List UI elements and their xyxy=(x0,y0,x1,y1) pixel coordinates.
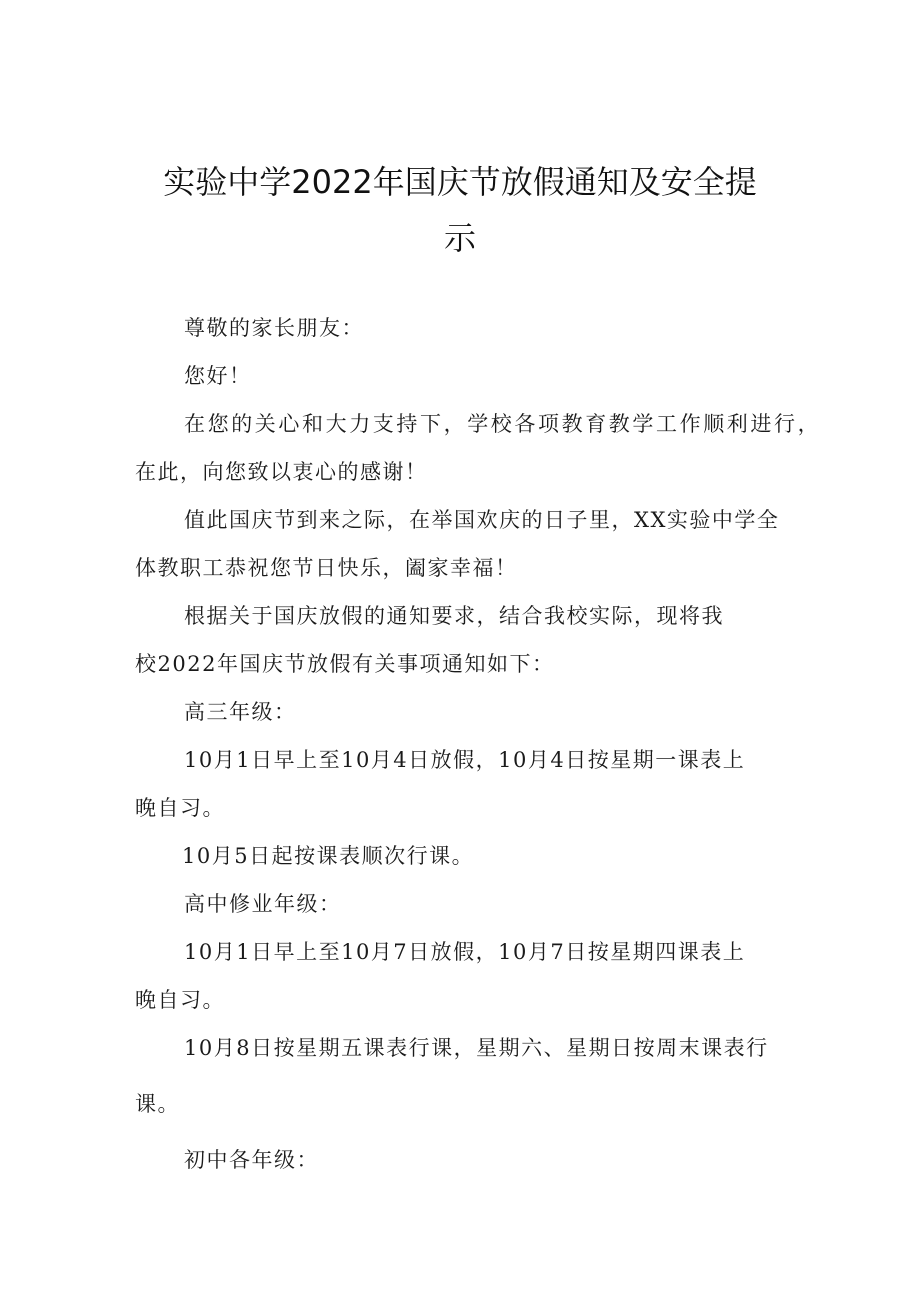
document-title-line-1: 实验中学2022年国庆节放假通知及安全提 xyxy=(163,163,757,201)
paragraph-notice-line-1: 根据关于国庆放假的通知要求，结合我校实际，现将我 xyxy=(184,604,724,628)
senior-other-resume-line-1: 10月8日按星期五课表行课，星期六、星期日按周末课表行 xyxy=(184,1036,769,1060)
senior-three-resume-classes: 10月5日起按课表顺次行课。 xyxy=(182,844,475,868)
senior-other-resume-line-2: 课。 xyxy=(135,1092,180,1116)
salutation: 尊敬的家长朋友： xyxy=(184,316,364,340)
senior-three-schedule-line-2: 晚自习。 xyxy=(135,796,225,820)
section-heading-senior-three: 高三年级： xyxy=(184,700,297,724)
paragraph-thanks-line-2: 在此，向您致以衷心的感谢！ xyxy=(135,460,428,484)
paragraph-thanks-line-1: 在您的关心和大力支持下，学校各项教育教学工作顺利进行， xyxy=(184,412,822,436)
senior-three-schedule-line-1: 10月1日早上至10月4日放假，10月4日按星期一课表上 xyxy=(184,748,746,772)
senior-other-schedule-line-2: 晚自习。 xyxy=(135,988,225,1012)
paragraph-greetings-line-1: 值此国庆节到来之际，在举国欢庆的日子里，XX实验中学全 xyxy=(184,508,780,532)
document-title-line-2: 示 xyxy=(443,219,476,257)
senior-other-schedule-line-1: 10月1日早上至10月7日放假，10月7日按星期四课表上 xyxy=(184,940,746,964)
section-heading-senior-other: 高中修业年级： xyxy=(184,892,342,916)
paragraph-notice-line-2: 校2022年国庆节放假有关事项通知如下： xyxy=(135,652,555,676)
section-heading-junior: 初中各年级： xyxy=(184,1148,319,1172)
greeting: 您好！ xyxy=(184,364,252,388)
paragraph-greetings-line-2: 体教职工恭祝您节日快乐，阖家幸福！ xyxy=(135,556,518,580)
